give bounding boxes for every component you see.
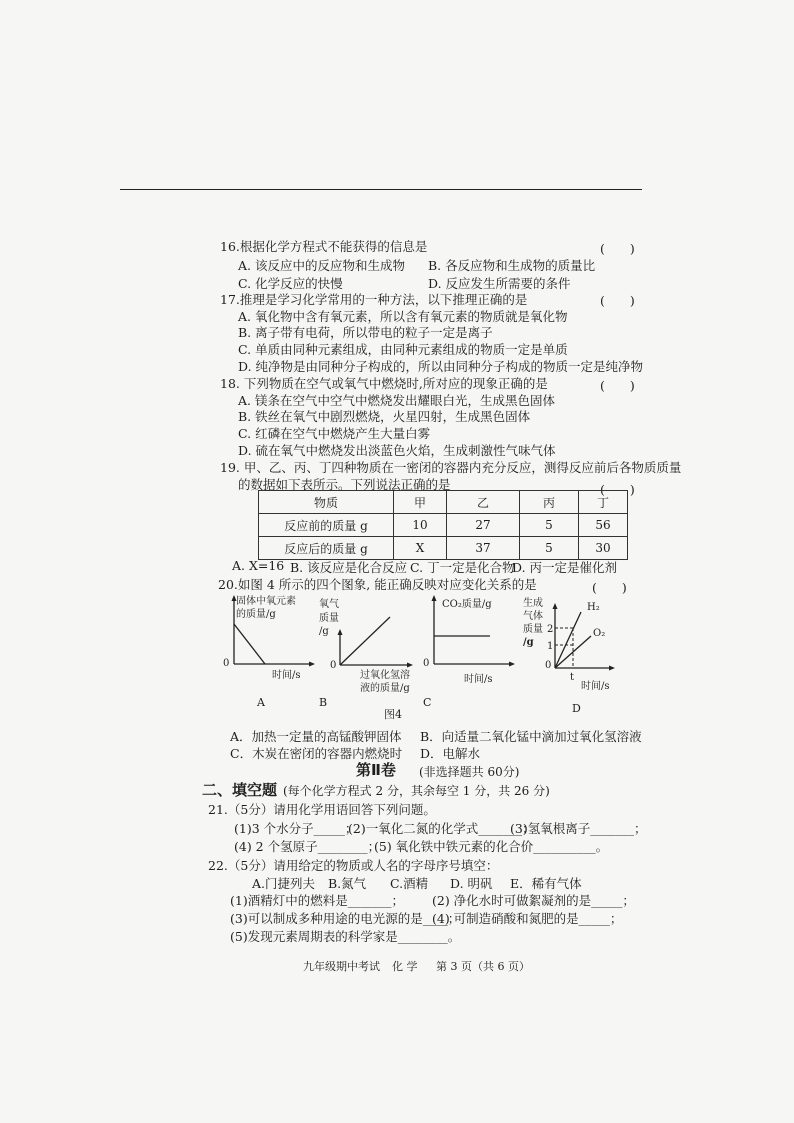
graph-a — [220, 592, 320, 712]
table-header-row — [259, 491, 628, 514]
q16-option-b[interactable]: B. 各反应物和生成物的质量比 — [428, 258, 596, 273]
q19-stem-line1: 19. 甲、乙、丙、丁四种物质在一密闭的容器内充分反应，测得反应前后各物质质量 — [220, 460, 682, 475]
figure-caption: 图4 — [384, 708, 402, 721]
q19-mass-table — [258, 490, 628, 560]
footer-exam: 九年级期中考试 — [303, 960, 380, 973]
q22-item-4[interactable]: (4) 可制造硝酸和氮肥的是_____； — [432, 911, 623, 926]
q19-option-b[interactable]: B. 该反应是化合反应 — [290, 560, 408, 575]
q21-stem: 21.（5分）请用化学用语回答下列问题。 — [208, 802, 436, 817]
q21-item-4[interactable]: (4) 2 个氢原子________； — [234, 839, 381, 854]
q16-option-c[interactable]: C. 化学反应的快慢 — [238, 276, 343, 291]
table-row — [259, 537, 628, 560]
table-header-cell: 乙 — [447, 491, 520, 514]
part2-title: 第Ⅱ卷 — [356, 761, 396, 779]
table-cell: 30 — [579, 537, 628, 560]
q19-option-d[interactable]: D. 丙一定是催化剂 — [512, 560, 618, 575]
graph-a-origin: 0 — [223, 658, 230, 669]
graph-d-xlabel: 时间/s — [581, 681, 610, 692]
q22-item-5[interactable]: (5)发现元素周期表的科学家是________。 — [230, 929, 461, 944]
graph-d-ylabel-2: 气体 — [523, 611, 543, 622]
table-cell: 37 — [447, 537, 520, 560]
graph-b-y-arrow — [338, 629, 343, 635]
q18-option-d[interactable]: D. 硫在氧气中燃烧发出淡蓝色火焰，生成刺激性气味气体 — [238, 443, 556, 458]
q18-answer-paren[interactable]: ( ) — [600, 378, 635, 393]
table-cell: X — [394, 537, 447, 560]
q17-option-d[interactable]: D. 纯净物是由同种分子构成的，所以由同种分子构成的物质一定是纯净物 — [238, 359, 644, 374]
graph-a-ylabel-1: 固体中氧元素 — [236, 596, 296, 607]
q22-choice-d: D. 明矾 — [450, 876, 493, 891]
q17-stem: 17.推理是学习化学常用的一种方法，以下推理正确的是 — [220, 292, 528, 307]
graph-d-ylabel-3: 质量 — [523, 624, 543, 635]
q21-item-3[interactable]: (3)氢氧根离子_______； — [510, 821, 647, 836]
q16-stem: 16.根据化学方程式不能获得的信息是 — [220, 239, 428, 254]
graph-d-tick-1: 1 — [547, 641, 554, 652]
graph-d — [515, 592, 615, 712]
graph-d-h2-line — [555, 612, 581, 668]
q17-answer-paren[interactable]: ( ) — [600, 293, 635, 308]
graph-b-xlabel-2: 液的质量/g — [360, 683, 410, 694]
q22-stem: 22.（5分）请用给定的物质或人名的字母序号填空： — [208, 858, 499, 873]
q20-option-d[interactable]: D．电解水 — [420, 746, 481, 761]
q22-choice-c: C.酒精 — [390, 876, 429, 891]
q18-option-c[interactable]: C. 红磷在空气中燃烧产生大量白雾 — [238, 426, 431, 441]
q17-option-a[interactable]: A. 氧化物中含有氧元素，所以含有氧元素的物质就是氧化物 — [238, 309, 568, 324]
footer-subject: 化 学 — [392, 960, 418, 973]
table-cell: 反应后的质量 g — [259, 537, 394, 560]
q20-option-c[interactable]: C．木炭在密闭的容器内燃烧时 — [230, 746, 403, 761]
graph-b-xlabel-1: 过氧化氢溶 — [360, 670, 410, 681]
graph-d-ylabel-1: 生成 — [523, 598, 543, 609]
graph-a-curve — [234, 624, 265, 664]
q21-item-2[interactable]: (2)一氧化二氮的化学式_______； — [348, 821, 535, 836]
graph-d-legend-h2: H₂ — [587, 602, 600, 613]
q16-option-a[interactable]: A. 该反应中的反应物和生成物 — [238, 258, 405, 273]
q17-option-b[interactable]: B. 离子带有电荷，所以带电的粒子一定是离子 — [238, 325, 493, 340]
graph-b-ylabel-2: 质量 — [319, 613, 339, 624]
graph-d-t-label: t — [570, 672, 575, 683]
q22-choice-a: A.门捷列夫 — [252, 876, 316, 891]
q21-item-5[interactable]: (5) 氧化铁中铁元素的化合价__________。 — [374, 839, 609, 854]
q20-option-a[interactable]: A．加热一定量的高锰酸钾固体 — [230, 729, 402, 744]
graph-c-y-arrow — [432, 595, 437, 601]
footer-page-number: 第 3 页（共 6 页） — [436, 960, 530, 973]
table-cell: 5 — [520, 514, 579, 537]
header-rule — [120, 189, 642, 190]
table-header-cell: 甲 — [394, 491, 447, 514]
graph-d-x-arrow — [609, 666, 615, 671]
table-cell: 56 — [579, 514, 628, 537]
q16-option-d[interactable]: D. 反应发生所需要的条件 — [428, 276, 571, 291]
table-header-cell: 丁 — [579, 491, 628, 514]
graph-d-ylabel-4: /g — [523, 637, 534, 648]
graph-b-x-arrow — [407, 663, 413, 668]
graph-b-origin: 0 — [330, 660, 337, 671]
q19-answer-paren[interactable]: ( ) — [600, 482, 635, 497]
q16-answer-paren[interactable]: ( ) — [600, 241, 635, 256]
graph-b-curve — [340, 617, 390, 665]
q17-option-c[interactable]: C. 单质由同种元素组成，由同种元素组成的物质一定是单质 — [238, 342, 568, 357]
section2-title: 二、填空题 — [202, 781, 278, 799]
q22-item-3[interactable]: (3)可以制成多种用途的电光源的是____； — [230, 911, 461, 926]
graph-c-letter: C — [423, 696, 432, 709]
graph-c-xlabel: 时间/s — [464, 674, 493, 685]
graph-c — [420, 592, 520, 712]
table-cell: 10 — [394, 514, 447, 537]
q20-stem: 20.如图 4 所示的四个图象, 能正确反映对应变化关系的是 — [218, 577, 537, 592]
graph-a-xlabel: 时间/s — [272, 670, 301, 681]
table-cell: 反应前的质量 g — [259, 514, 394, 537]
graph-a-ylabel-2: 的质量/g — [236, 609, 276, 620]
graph-d-y-arrow — [553, 603, 558, 609]
q20-option-b[interactable]: B．向适量二氧化锰中滴加过氧化氢溶液 — [420, 729, 642, 744]
graph-b-letter: B — [319, 696, 328, 709]
graph-c-ylabel: CO₂质量/g — [442, 599, 492, 610]
q20-answer-paren[interactable]: ( ) — [592, 580, 627, 595]
q18-option-a[interactable]: A. 镁条在空气中空气中燃烧发出耀眼白光，生成黑色固体 — [238, 393, 555, 408]
q19-option-a[interactable]: A. X=16 — [232, 558, 285, 573]
q22-choice-e: E．稀有气体 — [510, 876, 582, 891]
q22-item-2[interactable]: (2) 净化水时可做絮凝剂的是_____； — [432, 893, 635, 908]
table-row — [259, 514, 628, 537]
graph-d-tick-2: 2 — [547, 624, 554, 635]
part2-subtitle: (非选择题共 60分) — [419, 765, 520, 779]
table-header-cell: 物质 — [259, 491, 394, 514]
table-cell: 5 — [520, 537, 579, 560]
table-header-cell: 丙 — [520, 491, 579, 514]
graph-d-legend-o2: O₂ — [593, 628, 606, 639]
table-cell: 27 — [447, 514, 520, 537]
q22-item-1[interactable]: (1)酒精灯中的燃料是_______； — [230, 893, 404, 908]
q21-item-1[interactable]: (1)3 个水分子_____； — [234, 821, 358, 836]
q19-option-c[interactable]: C. 丁一定是化合物 — [410, 560, 515, 575]
section2-note: (每个化学方程式 2 分，其余每空 1 分，共 26 分) — [283, 784, 550, 798]
graph-a-letter: A — [257, 696, 265, 709]
q22-choice-b: B.氮气 — [328, 876, 367, 891]
q18-stem: 18. 下列物质在空气或氧气中燃烧时,所对应的现象正确的是 — [220, 376, 548, 391]
q18-option-b[interactable]: B. 铁丝在氧气中剧烈燃烧，火星四射，生成黑色固体 — [238, 409, 531, 424]
graph-b — [315, 592, 415, 712]
graph-d-origin: 0 — [545, 660, 552, 671]
q19-stem-line2: 的数据如下表所示。下列说法正确的是 — [238, 477, 451, 492]
graph-d-letter: D — [572, 702, 581, 712]
graph-c-origin: 0 — [423, 658, 430, 669]
graph-b-ylabel-1: 氧气 — [319, 599, 339, 610]
graph-b-ylabel-3: /g — [319, 626, 329, 637]
